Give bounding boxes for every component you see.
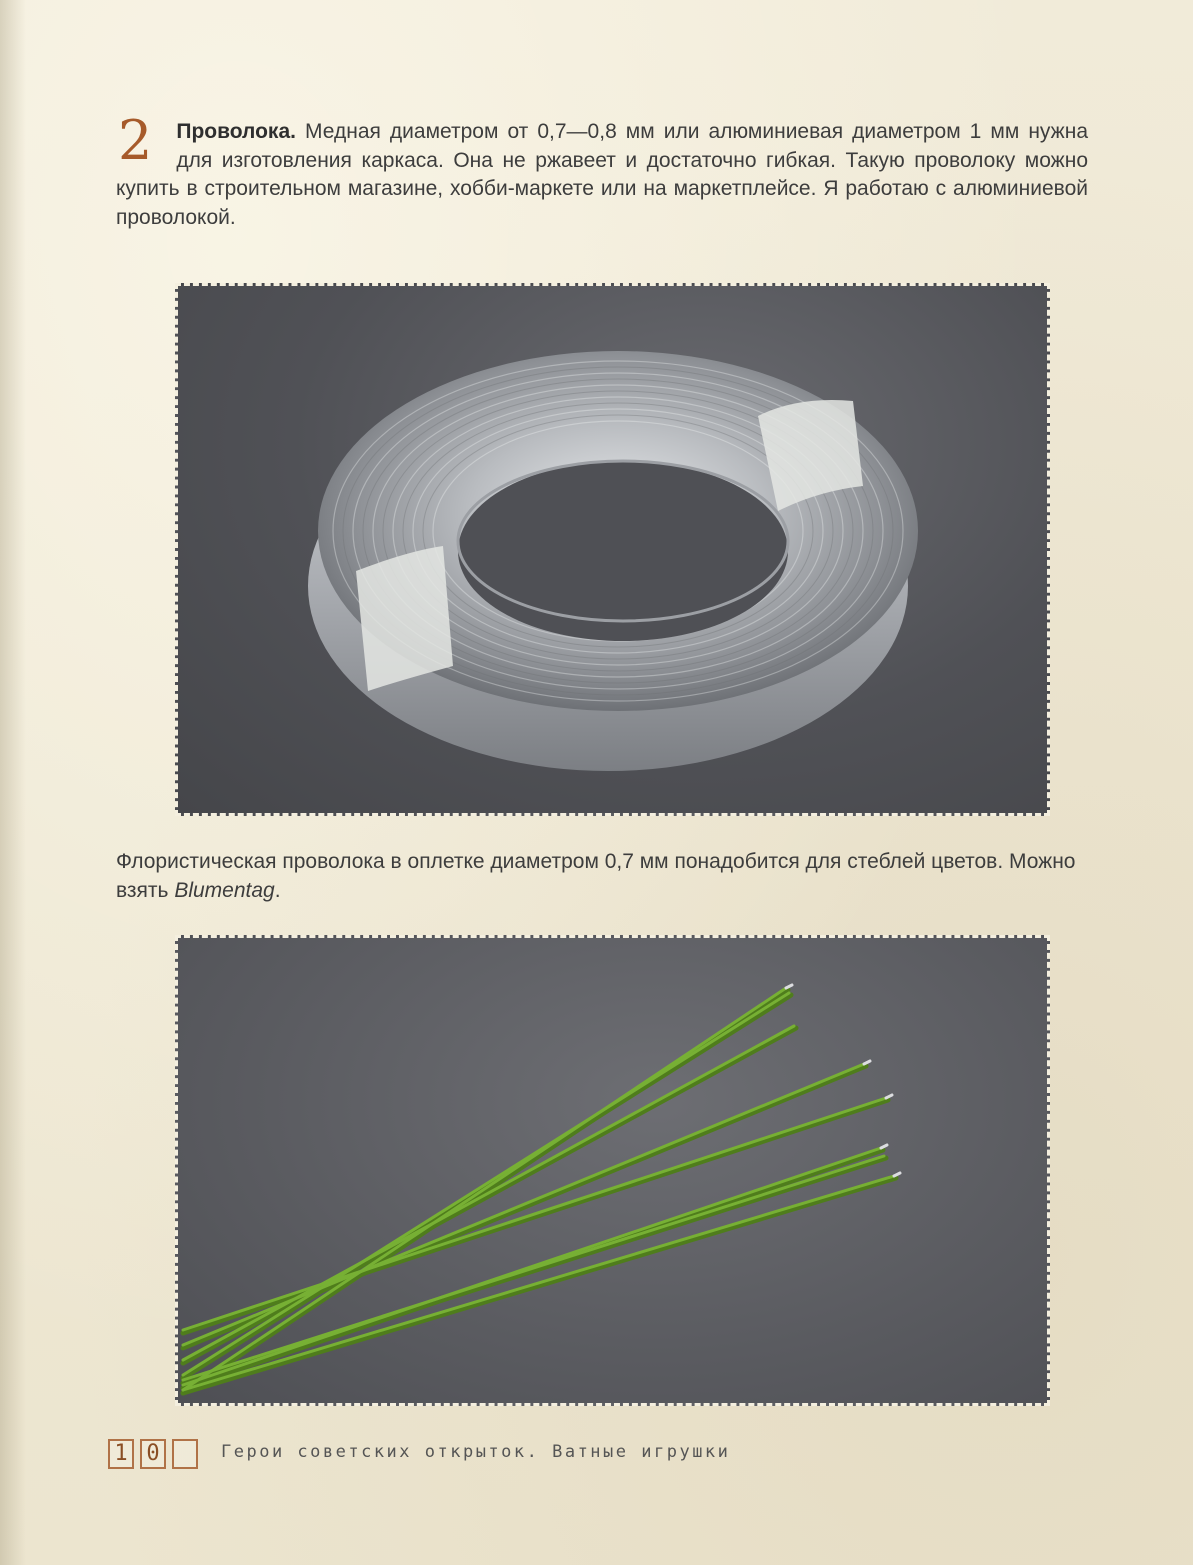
page-digit-box: 1 — [108, 1439, 134, 1469]
floristic-wire-paragraph — [116, 848, 1088, 905]
section-body: Медная диаметром от 0,7—0,8 мм или алюминиевая диаметром 1 мм нужна для изготовления каркаса. Она не ржавеет и достаточно гибкая. Такую проволоку можно купить в строительном магазине, хобби-маркете или на маркетплейсе. Я работаю с алюминиевой проволокой. — [116, 120, 1088, 229]
wire-coil-illustration — [178, 286, 1041, 807]
floristic-text: Флористическая проволока в оплетке диаметром 0,7 мм понадобится для стеблей цветов. Можно взять — [116, 850, 1076, 902]
page-digit-box: 0 — [140, 1439, 166, 1469]
floristic-end: . — [274, 878, 281, 902]
wire-section-paragraph — [116, 109, 1088, 232]
page-digit-box — [172, 1439, 198, 1469]
book-title: Герои советских открыток. Ватные игрушки — [221, 1442, 731, 1462]
aluminum-wire-coil-photo — [175, 283, 1050, 816]
floral-wire-illustration — [178, 938, 1041, 1397]
green-floral-wire-photo — [175, 935, 1050, 1406]
page-edge-shadow — [0, 0, 26, 1565]
page-footer — [108, 1439, 1008, 1479]
section-lead: Проволока. — [176, 120, 296, 143]
brand-name: Blumentag — [174, 878, 275, 902]
step-number: 2 — [118, 109, 153, 172]
